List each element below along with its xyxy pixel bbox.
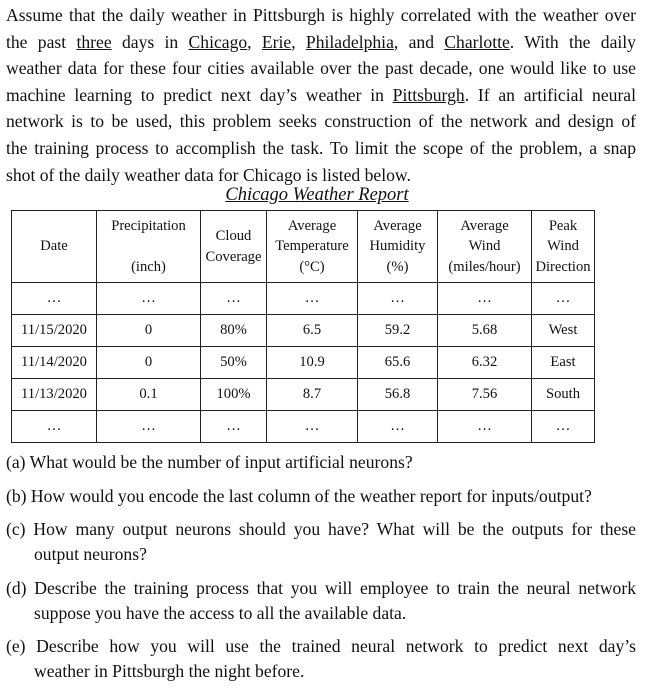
underlined-term: Philadelphia <box>305 31 394 52</box>
underlined-term: Pittsburgh <box>392 84 465 105</box>
header-wind-direction: Peak Wind Direction <box>532 211 595 283</box>
temp-cell: 8.7 <box>267 379 358 411</box>
table-caption: Chicago Weather Report <box>225 185 409 205</box>
question-line: (e) Describe how you will use the trained neural network to predict next day’s <box>6 636 636 656</box>
header-precipitation: Precipitation (inch) <box>97 211 201 283</box>
ellipsis-cell: … <box>201 411 267 443</box>
question-a <box>6 450 636 475</box>
intro-line-5: network is to be used, this problem seeks construction of the network and design of <box>6 111 636 132</box>
question-line: (c) How many output neurons should you have? What will be the outputs for these <box>6 519 636 539</box>
intro-text: . If an artificial neural <box>464 84 636 105</box>
ellipsis-cell: … <box>12 283 97 315</box>
table-header-row <box>12 211 595 283</box>
precip-cell: 0 <box>97 315 201 347</box>
question-line: suppose you have the access to all the available data. <box>34 603 407 623</box>
underlined-term: Erie <box>261 31 292 52</box>
intro-text: , <box>247 31 262 52</box>
ellipsis-cell: … <box>358 283 438 315</box>
problem-statement <box>6 2 636 188</box>
intro-text: . With the daily <box>509 31 636 52</box>
ellipsis-cell: … <box>97 411 201 443</box>
table-row-ellipsis <box>12 283 595 315</box>
humidity-cell: 65.6 <box>358 347 438 379</box>
wind-cell: 6.32 <box>438 347 532 379</box>
intro-text: , <box>291 31 306 52</box>
intro-line-2 <box>6 29 636 56</box>
ellipsis-cell: … <box>438 411 532 443</box>
cloud-cell: 80% <box>201 315 267 347</box>
temp-cell: 6.5 <box>267 315 358 347</box>
cloud-cell: 50% <box>201 347 267 379</box>
direction-cell: West <box>532 315 595 347</box>
ellipsis-cell: … <box>267 411 358 443</box>
ellipsis-cell: … <box>267 283 358 315</box>
ellipsis-cell: … <box>532 411 595 443</box>
ellipsis-cell: … <box>358 411 438 443</box>
humidity-cell: 56.8 <box>358 379 438 411</box>
question-line: (b) How would you encode the last column of the weather report for inputs/output? <box>6 486 592 506</box>
date-cell: 11/15/2020 <box>12 315 97 347</box>
question-line: (d) Describe the training process that you will employee to train the neural network <box>6 578 636 598</box>
table-row-ellipsis <box>12 411 595 443</box>
ellipsis-cell: … <box>12 411 97 443</box>
ellipsis-cell: … <box>97 283 201 315</box>
header-humidity: Average Humidity (%) <box>358 211 438 283</box>
ellipsis-cell: … <box>532 283 595 315</box>
ellipsis-cell: … <box>201 283 267 315</box>
intro-line-3: weather data for these four cities available over the past decade, one would like to use <box>6 58 636 79</box>
direction-cell: East <box>532 347 595 379</box>
weather-report-table <box>11 210 595 443</box>
intro-text: , and <box>393 31 445 52</box>
wind-cell: 5.68 <box>438 315 532 347</box>
header-cloud-coverage: Cloud Coverage <box>201 211 267 283</box>
temp-cell: 10.9 <box>267 347 358 379</box>
intro-line-6: the training process to accomplish the task. To limit the scope of the problem, a snap <box>6 137 636 158</box>
question-line: weather in Pittsburgh the night before. <box>34 661 305 681</box>
table-row <box>12 347 595 379</box>
underlined-term: three <box>76 31 112 52</box>
cloud-cell: 100% <box>201 379 267 411</box>
question-e <box>6 634 636 684</box>
wind-cell: 7.56 <box>438 379 532 411</box>
header-date: Date <box>12 211 97 283</box>
header-temperature: Average Temperature (°C) <box>267 211 358 283</box>
precip-cell: 0 <box>97 347 201 379</box>
direction-cell: South <box>532 379 595 411</box>
intro-line-1: Assume that the daily weather in Pittsburgh is highly correlated with the weather over <box>6 5 636 25</box>
intro-line-7: shot of the daily weather data for Chicago is listed below. <box>6 164 411 185</box>
intro-text: days in <box>111 31 189 52</box>
table-row <box>12 379 595 411</box>
question-line: (a) What would be the number of input artificial neurons? <box>6 452 413 472</box>
date-cell: 11/13/2020 <box>12 379 97 411</box>
underlined-term: Charlotte <box>444 31 510 52</box>
ellipsis-cell: … <box>438 283 532 315</box>
header-wind: Average Wind (miles/hour) <box>438 211 532 283</box>
table-row <box>12 315 595 347</box>
humidity-cell: 59.2 <box>358 315 438 347</box>
question-d <box>6 576 636 626</box>
question-b <box>6 484 636 509</box>
question-line: output neurons? <box>34 544 147 564</box>
intro-line-4 <box>6 82 636 109</box>
date-cell: 11/14/2020 <box>12 347 97 379</box>
intro-text: machine learning to predict next day’s weather in <box>6 84 393 105</box>
question-c <box>6 517 636 567</box>
intro-text: the past <box>6 31 77 52</box>
precip-cell: 0.1 <box>97 379 201 411</box>
underlined-term: Chicago <box>188 31 248 52</box>
